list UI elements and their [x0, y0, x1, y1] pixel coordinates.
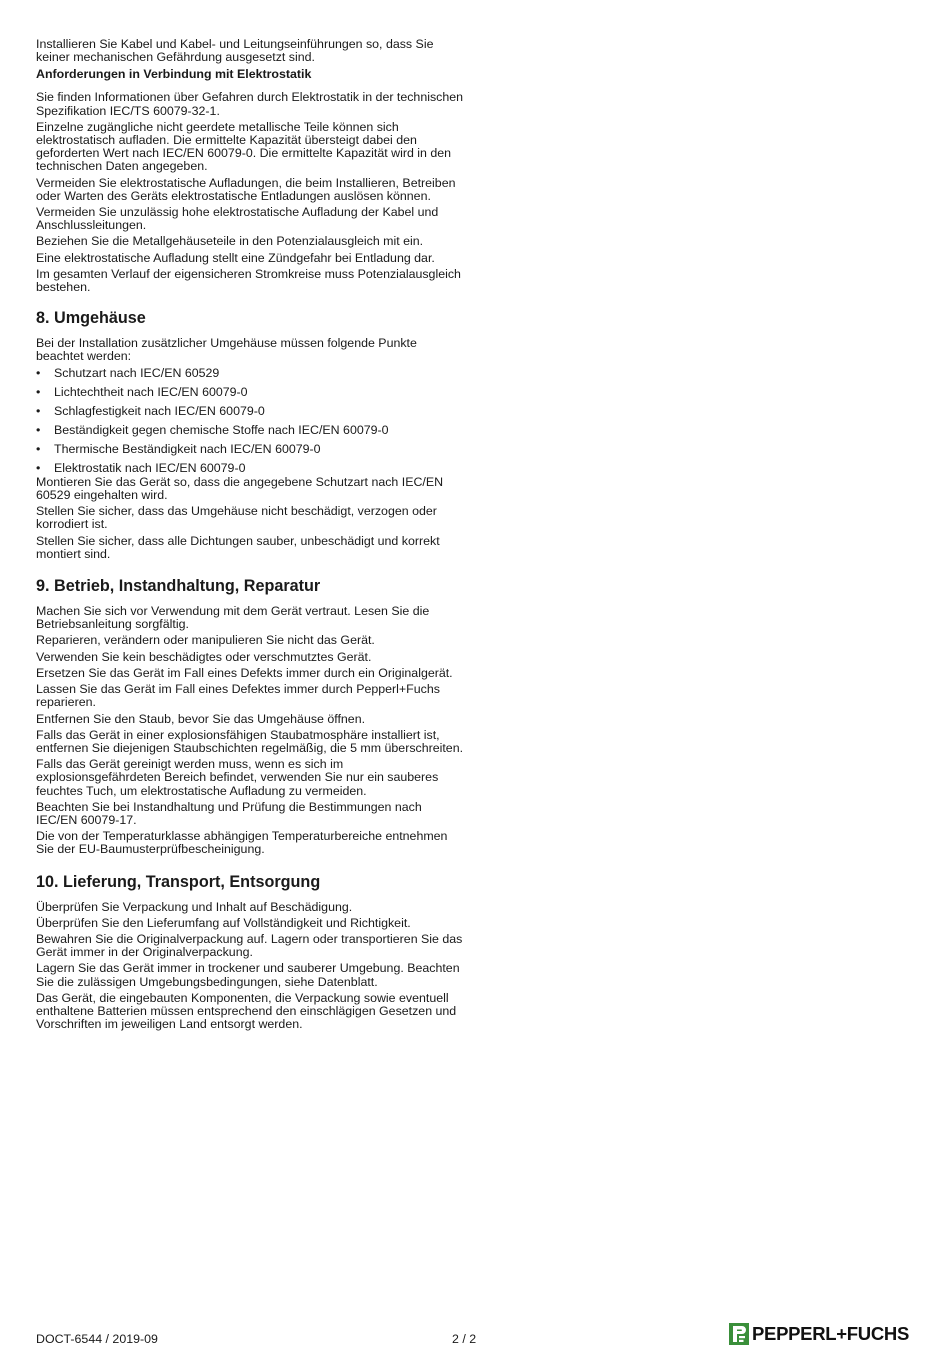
section-10-paragraph: Überprüfen Sie Verpackung und Inhalt auf Beschädigung. — [36, 899, 353, 914]
bullet-icon: • — [36, 365, 41, 380]
intro-paragraph: Installieren Sie Kabel und Kabel- und Leitungseinführungen so, dass Sie keiner mechanischen Gefährdung ausgesetzt sind. — [36, 37, 434, 65]
section-9-paragraph: Lassen Sie das Gerät im Fall eines Defektes immer durch Pepperl+Fuchs reparieren. — [36, 682, 440, 710]
bullet-item — [36, 462, 466, 475]
section-10-paragraph: Das Gerät, die eingebauten Komponenten, die Verpackung sowie eventuell enthaltene Batterien müssen entsprechend den einschlägigen Gesetzen und Vorschriften im jeweiligen Land entsorgt werden. — [36, 990, 457, 1032]
section-8-paragraph: Montieren Sie das Gerät so, dass die angegebene Schutzart nach IEC/EN 60529 eingehalten wird. — [36, 474, 444, 503]
section-10-paragraph: Lagern Sie das Gerät immer in trockener und sauberer Umgebung. Beachten Sie die zulässigen Umgebungsbedingungen, siehe Datenblatt. — [36, 961, 460, 989]
esd-paragraph: Sie finden Informationen über Gefahren durch Elektrostatik in der technischen Spezifikation IEC/TS 60079-32-1. — [36, 90, 464, 118]
section-10-paragraph: Bewahren Sie die Originalverpackung auf. Lagern oder transportieren Sie das Gerät immer in der Originalverpackung. — [36, 931, 463, 960]
section-9-paragraph: Entfernen Sie den Staub, bevor Sie das Umgehäuse öffnen. — [36, 711, 366, 726]
section-8-paragraph: Stellen Sie sicher, dass das Umgehäuse nicht beschädigt, verzogen oder korrodiert ist. — [36, 504, 437, 532]
bullet-icon: • — [36, 384, 41, 399]
bullet-text: Thermische Beständigkeit nach IEC/EN 60079-0 — [54, 441, 321, 456]
section-8-intro: Bei der Installation zusätzlicher Umgehäuse müssen folgende Punkte beachtet werden: — [36, 336, 417, 364]
bullet-text: Elektrostatik nach IEC/EN 60079-0 — [54, 460, 246, 475]
section-8-paragraph: Stellen Sie sicher, dass alle Dichtungen sauber, unbeschädigt und korrekt montiert sind. — [36, 533, 440, 561]
section-8-heading: 8. Umgehäuse — [36, 309, 146, 328]
bullet-text: Schutzart nach IEC/EN 60529 — [54, 365, 220, 380]
section-9-paragraph: Falls das Gerät gereinigt werden muss, wenn es sich im explosionsgefährdeten Bereich befindet, verwenden Sie nur ein sauberes feuchtes Tuch, um elektrostatische Aufladung zu vermeiden. — [36, 757, 439, 798]
bullet-icon: • — [36, 441, 41, 456]
bullet-text: Beständigkeit gegen chemische Stoffe nach IEC/EN 60079-0 — [54, 422, 389, 437]
section-9-heading: 9. Betrieb, Instandhaltung, Reparatur — [36, 577, 321, 596]
bullet-item — [36, 424, 466, 437]
document-body — [36, 38, 466, 1034]
section-9-paragraph: Falls das Gerät in einer explosionsfähigen Staubatmosphäre installiert ist, entfernen Sie diejenigen Staubschichten regelmäßig, die 5 mm überschreiten. — [36, 727, 464, 755]
section-9-paragraph: Reparieren, verändern oder manipulieren Sie nicht das Gerät. — [36, 633, 375, 648]
esd-paragraph: Eine elektrostatische Aufladung stellt eine Zündgefahr bei Entladung dar. — [36, 250, 435, 265]
section-9-paragraph: Ersetzen Sie das Gerät im Fall eines Defekts immer durch ein Originalgerät. — [36, 665, 453, 680]
esd-heading: Anforderungen in Verbindung mit Elektrostatik — [36, 67, 312, 82]
section-9-paragraph: Verwenden Sie kein beschädigtes oder verschmutztes Gerät. — [36, 649, 372, 664]
bullet-icon: • — [36, 422, 41, 437]
section-10-paragraph: Überprüfen Sie den Lieferumfang auf Vollständigkeit und Richtigkeit. — [36, 915, 411, 930]
bullet-icon: • — [36, 460, 41, 475]
document-code: DOCT-6544 / 2019-09 — [36, 1332, 158, 1346]
bullet-icon: • — [36, 403, 41, 418]
pf-logo-icon — [729, 1323, 749, 1345]
section-8-bullet-list — [36, 367, 466, 475]
bullet-text: Schlagfestigkeit nach IEC/EN 60079-0 — [54, 403, 265, 418]
bullet-item — [36, 386, 466, 399]
section-9-paragraph: Beachten Sie bei Instandhaltung und Prüfung die Bestimmungen nach IEC/EN 60079-17. — [36, 799, 422, 827]
bullet-text: Lichtechtheit nach IEC/EN 60079-0 — [54, 384, 248, 399]
bullet-item — [36, 367, 466, 380]
bullet-item — [36, 405, 466, 418]
section-9-paragraph: Die von der Temperaturklasse abhängigen Temperaturbereiche entnehmen Sie der EU-Baumusterprüfbescheinigung. — [36, 829, 448, 857]
esd-paragraph: Beziehen Sie die Metallgehäuseteile in den Potenzialausgleich mit ein. — [36, 234, 424, 249]
brand-logo — [729, 1323, 909, 1345]
section-9-paragraph: Machen Sie sich vor Verwendung mit dem Gerät vertraut. Lesen Sie die Betriebsanleitung sorgfältig. — [36, 604, 430, 632]
esd-paragraph: Im gesamten Verlauf der eigensicheren Stromkreise muss Potenzialausgleich bestehen. — [36, 266, 461, 295]
esd-paragraph: Vermeiden Sie unzulässig hohe elektrostatische Aufladung der Kabel und Anschlussleitungen. — [36, 205, 439, 233]
bullet-item — [36, 443, 466, 456]
brand-name: PEPPERL+FUCHS — [752, 1323, 909, 1344]
page-number: 2 / 2 — [452, 1332, 477, 1346]
esd-paragraph: Vermeiden Sie elektrostatische Aufladungen, die beim Installieren, Betreiben oder Warten des Geräts elektrostatische Entladungen auslösen können. — [36, 175, 456, 203]
section-10-heading: 10. Lieferung, Transport, Entsorgung — [36, 872, 321, 891]
esd-paragraph: Einzelne zugängliche nicht geerdete metallische Teile können sich elektrostatisch aufladen. Die ermittelte Kapazität übersteigt dabei den geforderten Wert nach IEC/EN 60079-0. Die ermittelte Kapazität wird in den technischen Daten angegeben. — [36, 119, 452, 174]
